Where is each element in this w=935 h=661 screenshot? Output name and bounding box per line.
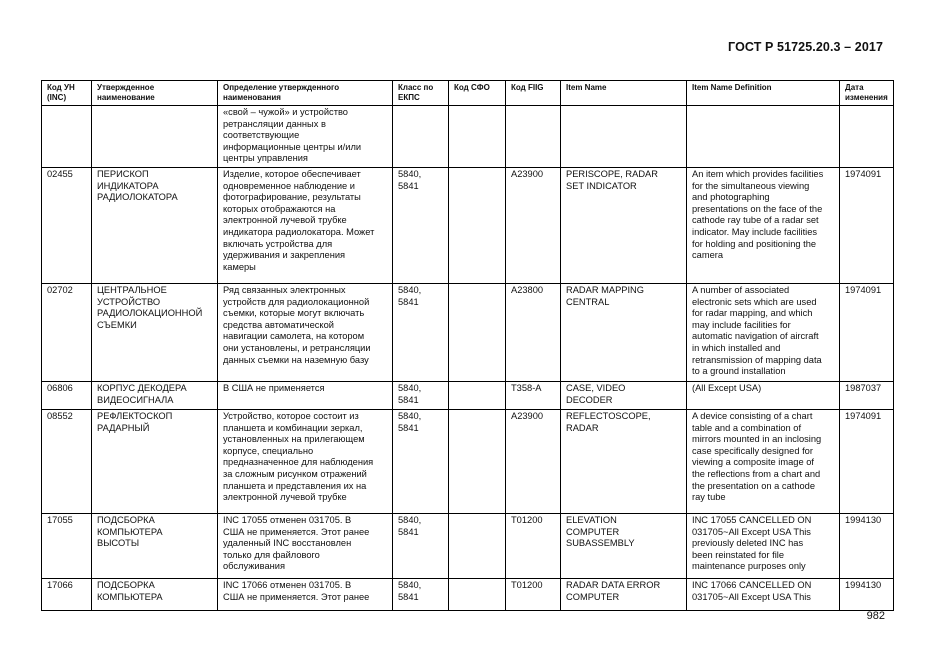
cell-text-line: удерживания и закрепления (223, 250, 346, 261)
cell-text-line: presentations on the face of the (692, 203, 823, 214)
cell-text-line: Изделие, которое обеспечивает (223, 168, 361, 179)
cell-definition-en (687, 167, 840, 283)
table-row (42, 283, 894, 381)
cell-change-date (840, 513, 894, 578)
cell-text-line: for radar mapping, and which (692, 308, 813, 319)
cell-text-line: индикатора радиолокатора. Может (223, 226, 375, 237)
cell-text-line: 06806 (47, 382, 73, 393)
cell-text-line: for the simultaneous viewing (692, 180, 810, 191)
cell-item-name (561, 106, 687, 168)
cell-text-line: 5841 (398, 422, 419, 433)
cell-text-line: A number of associated (692, 284, 790, 295)
cell-text-line: РЕФЛЕКТОСКОП (97, 410, 173, 421)
cell-text-line: the presentation on a cathode (692, 480, 816, 491)
cell-definition-ru (218, 513, 393, 578)
cell-text-line: камеры (223, 261, 256, 272)
cell-text-line: 5841 (398, 394, 419, 405)
cell-text-line: информационные центры и/или (223, 141, 362, 152)
column-header-definition-ru (218, 81, 393, 106)
cell-text-line: КОМПЬЮТЕРА (97, 526, 163, 537)
cell-text-line: 5841 (398, 526, 419, 537)
cell-text-line: been reinstated for file (692, 549, 784, 560)
cell-text-line: cathode ray tube of a radar set (692, 215, 819, 226)
cell-text-line: планшета и представления их на (223, 480, 367, 491)
table-row (42, 513, 894, 578)
cell-text-line: A23900 (511, 410, 544, 421)
cell-item-name (561, 283, 687, 381)
cell-fiig (506, 578, 561, 610)
cell-text-line: включать устройства для (223, 238, 333, 249)
cell-definition-ru (218, 409, 393, 513)
cell-text-line: RADAR (566, 422, 599, 433)
cell-text-line: A device consisting of a chart (692, 410, 813, 421)
cell-text-line: case specifically designed for (692, 445, 813, 456)
header-text-line: наименования (223, 93, 281, 102)
header-text-line: Код УН (47, 83, 75, 92)
cell-definition-en (687, 513, 840, 578)
cell-item-name (561, 578, 687, 610)
cell-text-line: навигации самолета, на котором (223, 331, 365, 342)
cell-text-line: КОРПУС ДЕКОДЕРА (97, 382, 187, 393)
cell-text-line: ELEVATION (566, 514, 617, 525)
cell-text-line: INC 17066 отменен 031705. В (223, 579, 352, 590)
cell-text-line: ПОДСБОРКА (97, 579, 155, 590)
cell-approved-name (92, 578, 218, 610)
cell-text-line: INC 17066 CANCELLED ON (692, 579, 812, 590)
cell-inc (42, 513, 92, 578)
cell-definition-en (687, 106, 840, 168)
cell-text-line: центры управления (223, 153, 308, 164)
cell-text-line: T01200 (511, 579, 543, 590)
cell-sfo (449, 106, 506, 168)
cell-text-line: 5840, (398, 579, 422, 590)
cell-text-line: ретрансляции данных в (223, 118, 326, 129)
cell-text-line: viewing a composite image of (692, 457, 814, 468)
cell-text-line: PERISCOPE, RADAR (566, 168, 658, 179)
cell-text-line: DECODER (566, 394, 613, 405)
column-header-item-name (561, 81, 687, 106)
cell-text-line: SET INDICATOR (566, 180, 637, 191)
cell-text-line: and photographing (692, 192, 770, 203)
cell-item-name (561, 167, 687, 283)
cell-text-line: COMPUTER (566, 526, 620, 537)
cell-inc (42, 283, 92, 381)
cell-text-line: retransmission of mapping data (692, 354, 822, 365)
page-number: 982 (866, 610, 885, 622)
cell-approved-name (92, 167, 218, 283)
cell-item-name (561, 513, 687, 578)
header-text-line: Код СФО (454, 83, 490, 92)
cell-text-line: 5840, (398, 382, 422, 393)
cell-inc (42, 409, 92, 513)
cell-text-line: 02702 (47, 284, 73, 295)
cell-text-line: REFLECTOSCOPE, (566, 410, 651, 421)
cell-sfo (449, 381, 506, 409)
cell-text-line: СЪЕМКИ (97, 319, 137, 330)
cell-approved-name (92, 513, 218, 578)
cell-text-line: за сложным рисунком отражений (223, 468, 367, 479)
cell-sfo (449, 283, 506, 381)
cell-definition-ru (218, 167, 393, 283)
cell-class (393, 513, 449, 578)
cell-text-line: удаленный INC восстановлен (223, 538, 352, 549)
cell-text-line: in which installed and (692, 342, 781, 353)
cell-text-line: 1974091 (845, 410, 882, 421)
cell-inc (42, 167, 92, 283)
cell-text-line: 5840, (398, 168, 422, 179)
cell-text-line: ray tube (692, 492, 726, 503)
table-row (42, 381, 894, 409)
header-text-line: изменения (845, 93, 888, 102)
cell-text-line: 17066 (47, 579, 73, 590)
cell-text-line: 5841 (398, 591, 419, 602)
cell-text-line: indicator. May include facilities (692, 226, 818, 237)
cell-definition-ru (218, 578, 393, 610)
classification-table (41, 80, 894, 611)
cell-sfo (449, 578, 506, 610)
cell-text-line: 1987037 (845, 382, 882, 393)
table-row (42, 409, 894, 513)
cell-text-line: ПЕРИСКОП (97, 168, 149, 179)
cell-approved-name (92, 106, 218, 168)
cell-fiig (506, 513, 561, 578)
cell-fiig (506, 283, 561, 381)
cell-definition-ru (218, 381, 393, 409)
document-header: ГОСТ Р 51725.20.3 – 2017 (728, 40, 883, 54)
cell-text-line: table and a combination of (692, 422, 802, 433)
cell-approved-name (92, 283, 218, 381)
cell-text-line: 5840, (398, 410, 422, 421)
cell-definition-en (687, 409, 840, 513)
cell-text-line: ВИДЕОСИГНАЛА (97, 394, 174, 405)
cell-class (393, 578, 449, 610)
cell-text-line: electronic sets which are used (692, 296, 817, 307)
cell-text-line: 1974091 (845, 284, 882, 295)
cell-text-line: automatic navigation of aircraft (692, 331, 819, 342)
cell-change-date (840, 381, 894, 409)
cell-text-line: 5840, (398, 514, 422, 525)
cell-text-line: соответствующие (223, 130, 300, 141)
cell-class (393, 381, 449, 409)
cell-text-line: T01200 (511, 514, 543, 525)
table-body (42, 106, 894, 611)
cell-text-line: RADAR DATA ERROR (566, 579, 661, 590)
cell-sfo (449, 513, 506, 578)
cell-approved-name (92, 381, 218, 409)
cell-approved-name (92, 409, 218, 513)
cell-text-line: 031705~All Except USA This (692, 591, 811, 602)
cell-text-line: 08552 (47, 410, 73, 421)
cell-fiig (506, 106, 561, 168)
cell-text-line: 1994130 (845, 514, 882, 525)
cell-text-line: An item which provides facilities (692, 168, 824, 179)
cell-text-line: the reflections from a chart and (692, 468, 821, 479)
cell-text-line: средства автоматической (223, 319, 334, 330)
cell-definition-ru (218, 106, 393, 168)
table-row (42, 578, 894, 610)
cell-inc (42, 381, 92, 409)
cell-text-line: планшета и комбинации зеркал, (223, 422, 363, 433)
cell-text-line: РАДИОЛОКАЦИОННОЙ (97, 308, 203, 319)
cell-text-line: Ряд связанных электронных (223, 284, 346, 295)
cell-text-line: T358-A (511, 382, 542, 393)
cell-text-line: mirrors mounted in an inclosing (692, 434, 822, 445)
cell-text-line: INC 17055 отменен 031705. В (223, 514, 352, 525)
cell-text-line: США не применяется. Этот ранее (223, 591, 370, 602)
cell-text-line: A23900 (511, 168, 544, 179)
cell-text-line: (All Except USA) (692, 382, 762, 393)
cell-text-line: РАДИОЛОКАТОРА (97, 192, 178, 203)
header-text-line: ЕКПС (398, 93, 420, 102)
cell-text-line: for holding and positioning the (692, 238, 817, 249)
cell-text-line: обслуживания (223, 561, 285, 572)
cell-class (393, 167, 449, 283)
cell-sfo (449, 167, 506, 283)
cell-text-line: A23800 (511, 284, 544, 295)
cell-text-line: CENTRAL (566, 296, 610, 307)
header-text-line: Item Name (566, 83, 607, 92)
cell-item-name (561, 381, 687, 409)
cell-text-line: INC 17055 CANCELLED ON (692, 514, 812, 525)
cell-change-date (840, 283, 894, 381)
cell-text-line: to a ground installation (692, 366, 786, 377)
column-header-change-date (840, 81, 894, 106)
cell-fiig (506, 167, 561, 283)
cell-text-line: 031705~All Except USA This (692, 526, 811, 537)
cell-text-line: фотографирование, результаты (223, 192, 361, 203)
cell-text-line: ИНДИКАТОРА (97, 180, 159, 191)
column-header-definition-en (687, 81, 840, 106)
cell-text-line: электронной лучевой трубке (223, 492, 347, 503)
cell-text-line: ВЫСОТЫ (97, 538, 140, 549)
cell-text-line: корпусе, специально (223, 445, 314, 456)
header-text-line: Определение утвержденного (223, 83, 340, 92)
cell-inc (42, 106, 92, 168)
column-header-sfo (449, 81, 506, 106)
cell-definition-ru (218, 283, 393, 381)
header-text-line: Дата (845, 83, 864, 92)
column-header-fiig (506, 81, 561, 106)
cell-text-line: установленных на прилегающем (223, 434, 365, 445)
cell-class (393, 106, 449, 168)
cell-text-line: Устройство, которое состоит из (223, 410, 359, 421)
cell-text-line: В США не применяется (223, 382, 325, 393)
column-header-class (393, 81, 449, 106)
cell-text-line: электронной лучевой трубке (223, 215, 347, 226)
cell-text-line: они установлены, и ретрансляции (223, 342, 371, 353)
cell-text-line: США не применяется. Этот ранее (223, 526, 370, 537)
cell-text-line: camera (692, 250, 724, 261)
header-text-line: Утвержденное (97, 83, 155, 92)
cell-text-line: CASE, VIDEO (566, 382, 626, 393)
cell-text-line: 5841 (398, 180, 419, 191)
cell-text-line: maintenance purposes only (692, 561, 806, 572)
cell-change-date (840, 167, 894, 283)
cell-definition-en (687, 578, 840, 610)
cell-text-line: предназначенное для наблюдения (223, 457, 374, 468)
cell-text-line: COMPUTER (566, 591, 620, 602)
cell-text-line: 5840, (398, 284, 422, 295)
cell-text-line: КОМПЬЮТЕРА (97, 591, 163, 602)
cell-text-line: SUBASSEMBLY (566, 538, 635, 549)
cell-text-line: «свой – чужой» и устройство (223, 107, 348, 117)
header-text-line: Код FIIG (511, 83, 544, 92)
cell-text-line: 1994130 (845, 579, 882, 590)
cell-change-date (840, 578, 894, 610)
cell-inc (42, 578, 92, 610)
table-header-row (42, 81, 894, 106)
cell-text-line: 5841 (398, 296, 419, 307)
cell-item-name (561, 409, 687, 513)
table-row (42, 106, 894, 168)
cell-sfo (449, 409, 506, 513)
cell-class (393, 283, 449, 381)
cell-definition-en (687, 381, 840, 409)
cell-text-line: may include facilities for (692, 319, 791, 330)
cell-text-line: 1974091 (845, 168, 882, 179)
cell-definition-en (687, 283, 840, 381)
cell-text-line: одновременное наблюдение и (223, 180, 356, 191)
table-row (42, 167, 894, 283)
cell-text-line: ЦЕНТРАЛЬНОЕ (97, 284, 167, 295)
header-text-line: (INC) (47, 93, 67, 102)
cell-text-line: только для файлового (223, 549, 320, 560)
header-text-line: Класс по (398, 83, 434, 92)
cell-fiig (506, 381, 561, 409)
cell-text-line: съемки, которые могут включать (223, 308, 365, 319)
cell-text-line: RADAR MAPPING (566, 284, 645, 295)
cell-fiig (506, 409, 561, 513)
cell-change-date (840, 106, 894, 168)
cell-change-date (840, 409, 894, 513)
cell-text-line: данных съемки на наземную базу (223, 354, 369, 365)
column-header-inc (42, 81, 92, 106)
cell-text-line: которых отображаются на (223, 203, 336, 214)
cell-text-line: ПОДСБОРКА (97, 514, 155, 525)
cell-class (393, 409, 449, 513)
header-text-line: наименование (97, 93, 155, 102)
header-text-line: Item Name Definition (692, 83, 772, 92)
column-header-approved-name (92, 81, 218, 106)
cell-text-line: устройств для радиолокационной (223, 296, 370, 307)
cell-text-line: УСТРОЙСТВО (97, 296, 161, 307)
cell-text-line: 02455 (47, 168, 73, 179)
cell-text-line: 17055 (47, 514, 73, 525)
cell-text-line: previously deleted INC has (692, 538, 804, 549)
cell-text-line: РАДАРНЫЙ (97, 422, 150, 433)
